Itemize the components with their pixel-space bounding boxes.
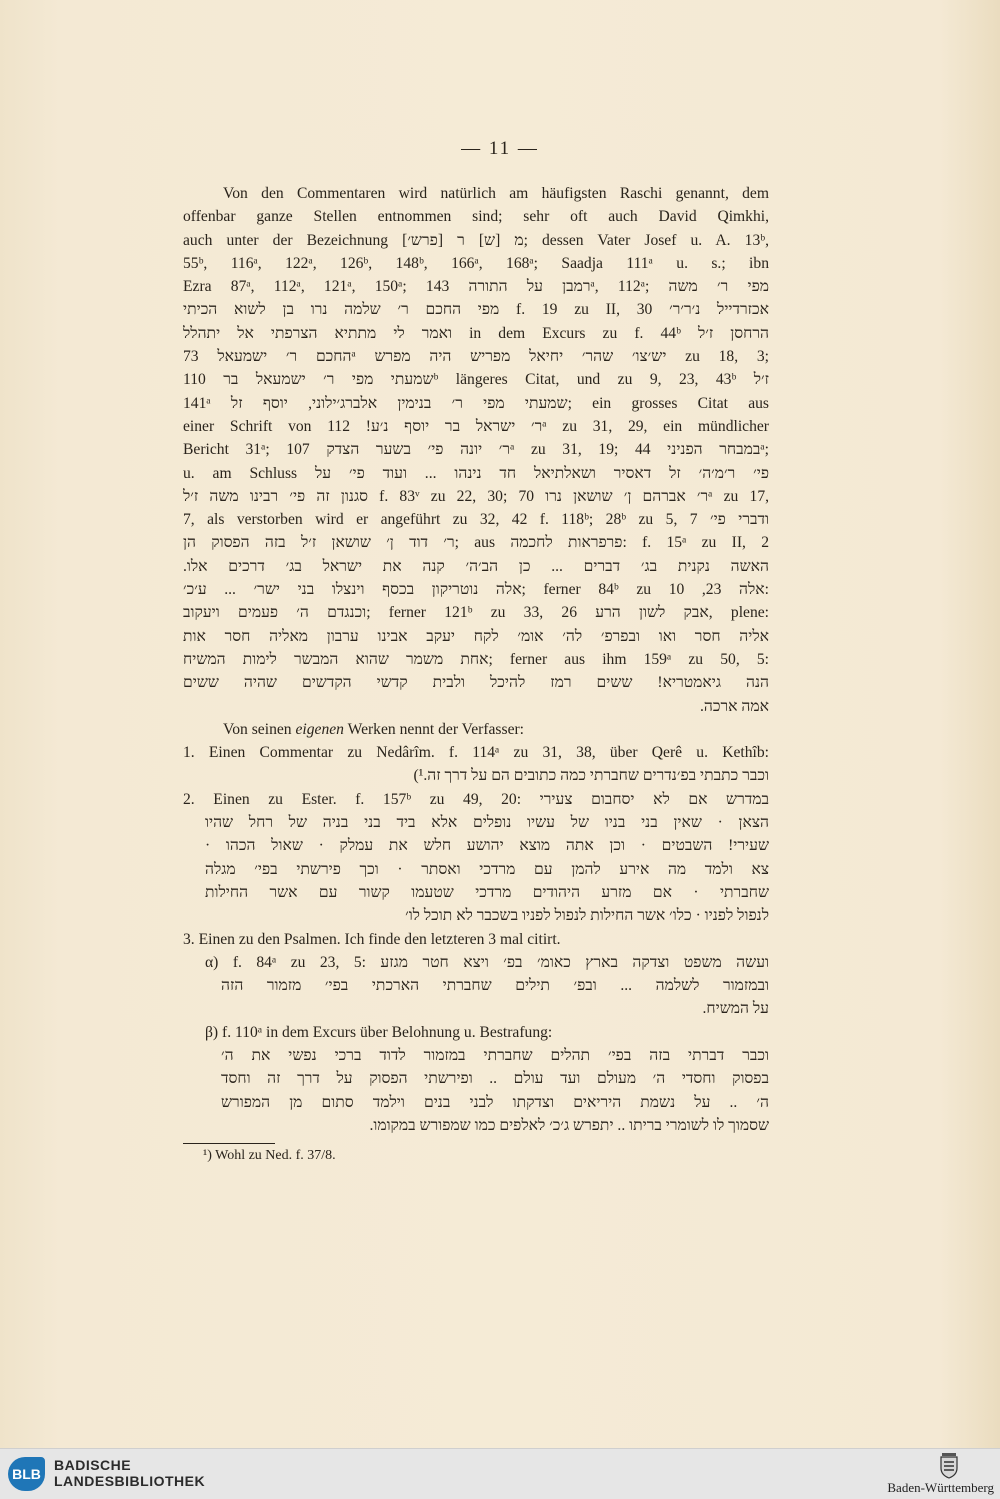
psalms-beta-quote: וכבר דברתי בזה בפי׳ תהלים שחברתי במזמור לדוד ברכי נפשי את ה׳: [221, 1046, 769, 1064]
hebrew-line: האשה נקנית בג׳ דברים ... כן הב׳ה׳ קנה את ישראל בג׳ דרכים אלו.: [183, 557, 769, 575]
item-nedarim-quote: וכבר כתבתי בפ׳נדרים שחברתי כמה כתובים הם על דרך זה.¹): [413, 767, 769, 785]
item-ester-quote: הצאן · שאין בני בניו של עשיו נופלים אלא ביד בני בניה של רחל שהיו: [205, 814, 769, 832]
psalms-beta-heading: β) f. 110ᵃ in dem Excurs über Belohnung u. Bestrafung:: [205, 1023, 553, 1041]
text-line: 55ᵇ, 116ᵃ, 122ᵃ, 126ᵇ, 148ᵇ, 166ᵃ, 168ᵃ; Saadja 111ᵃ u. s.; ibn: [183, 254, 769, 272]
item-psalms-heading: 3. Einen zu den Psalmen. Ich finde den letzteren 3 mal citirt.: [183, 930, 561, 948]
hebrew-line: אמה ארכה.: [700, 697, 769, 715]
item-ester-quote: שעירי! השבטים · וכן אתה מוצא יהושע חלש את עמלק · שאול הכהו ·: [205, 837, 769, 855]
text-line: einer Schrift von ר׳ ישראל בר יוסף נ׳ע! 112ᵃ zu 31, 29, ein mündlicher: [183, 417, 769, 435]
item-ester-heading: 2. Einen zu Ester. f. 157ᵇ zu 49, 20: במדרש אם לא יסחבום צעירי: [183, 790, 769, 808]
intro-emphasis: eigenen: [295, 720, 344, 738]
library-name-line2: LANDESBIBLIOTHEK: [54, 1473, 206, 1489]
text-line: auch unter der Bezeichnung [פרש׳] מ [ש] ר; dessen Vater Josef u. A. 13ᵇ,: [183, 231, 769, 249]
viewer-footer-bar: [0, 1448, 1000, 1499]
works-intro: [183, 718, 769, 741]
hebrew-line: אליה חסר ואו ובפרפ׳ לה׳ אומ׳ לקח יעקב אבינו ערבון מאליה חסר אות: [183, 627, 769, 645]
text-line: 7, als verstorben wird er angeführt zu 32, 42 f. 118ᵇ; 28ᵇ zu 5, 7 ודברי פי׳: [183, 511, 769, 529]
intro-before: Von seinen: [223, 720, 296, 738]
state-label[interactable]: Baden-Württemberg: [887, 1480, 994, 1495]
psalms-beta-quote: בפסוק וחסדי ה׳ מעולם ועד עולם .. ופירשתי הפסוק על דרך זה וחסד: [221, 1070, 769, 1088]
text-line: אלה נוטריקון בכסף וינצלו בני ישר׳ ... ע׳כ׳; ferner 84ᵇ zu אלה 23, 10:: [183, 581, 769, 599]
page-number: — 11 —: [461, 138, 539, 159]
psalms-beta-quote: ה׳ .. על נשמת היריאים וצדקתו לבני בנים וילמד סתום מן המפורש: [221, 1093, 769, 1111]
paragraph-commentaries: [183, 182, 769, 718]
text-line: שמעתי מפי ר׳ ישמעאל בר 110ᵇ längeres Citat, und zu 9, 23, 43ᵇ ז׳ל: [183, 371, 769, 389]
blb-logo[interactable]: BLB: [8, 1457, 45, 1491]
psalms-beta-quote: שסמוך לו לשומרי בריתו .. יתפרש ג׳כ׳ לאלפים כמו שמפורש במקומו.: [369, 1116, 769, 1134]
coat-of-arms-icon: [939, 1453, 959, 1479]
page-body: [183, 182, 769, 1166]
text-line: וכנגדם ה׳ פעמים ויעקוב; ferner 121ᵇ zu 33, 26 אבק לשון הרע, plene:: [183, 604, 769, 622]
item-ester-quote: צא ולמד מה אירע להמן עם מרדכי ואסתר · וכך פירשתי בפי׳ מגלה: [205, 860, 769, 878]
text-line: Bericht 31ᵃ; ר׳ יונה פי׳ בשער הצדק 107ᵃ zu 31, 19; במבחר הפניני 44ᵃ;: [183, 441, 769, 459]
text-line: סגנון זה פי׳ רבינו משה ז׳ל f. 83ᵛ zu 22, 30; ר׳ אברהם ן׳ שושאן נרו 70ᵃ zu 17,: [183, 487, 769, 505]
psalms-alpha-quote: ובמזמור לשלמה ... ובפ׳ תילים שחברתי הארכתי בפי׳ מזמור הזה: [221, 977, 769, 995]
footnote-divider: [183, 1143, 275, 1144]
hebrew-line: הנה גיאמטריא! ששים רמז להיכל ולבית קדשי הקדשים שהיה ששים: [183, 674, 769, 692]
text-line: Von den Commentaren wird natürlich am häufigsten Raschi genannt, dem: [223, 185, 769, 202]
text-line: u. am Schluss פי׳ ר׳מ׳ה׳ זל דאסיר ושאלתיאל חד נינהו ... ועוד פי׳ על: [183, 464, 769, 482]
library-name-line1: BADISCHE: [54, 1457, 132, 1473]
psalms-alpha-quote: על המשיח.: [702, 1000, 769, 1018]
text-line: ואמר לי מתתיא הצרפתי אל יתהלל in dem Excurs zu f. 44ᵇ הרחסן ז׳ל: [183, 324, 769, 342]
text-line: 141ᵃ שמעתי מפי ר׳ בנימין אלברג׳ילוני, יוסף זל; ein grosses Citat aus: [183, 394, 769, 412]
item-nedarim-heading: 1. Einen Commentar zu Nedârîm. f. 114ᵃ zu 31, 38, über Qerê u. Kethîb:: [183, 744, 769, 762]
text-line: החכם ר׳ ישמעאל 73ᵃ יש׳צו׳ שהר׳ יחיאל מפריש היה מפרש zu 18, 3;: [183, 348, 769, 366]
psalms-alpha-heading: α) f. 84ᵃ zu 23, 5: ועשה משפט וצדקה בארץ כאומ׳ בפ׳ ויצא חטר מגזע: [205, 953, 769, 971]
works-list: [183, 741, 769, 1137]
text-line: אחת משמר שהוא המבשר לימות המשיח; ferner aus ihm 159ᵃ zu 50, 5:: [183, 650, 769, 668]
text-line: מפי החכם ר׳ שלמה נרו בן לשוא הכיתי f. 19 zu II, 30 אכזרדייל נ׳ר׳ר׳: [183, 301, 769, 319]
item-ester-quote: לנפול לפניו · כלו׳ אשר החילות לנפול לפניו בשכבר לא תוכל לו׳: [405, 907, 769, 925]
intro-after: Werken nennt der Verfasser:: [343, 720, 525, 738]
text-line: offenbar ganze Stellen entnommen sind; sehr oft auch David Qimkhi,: [183, 208, 769, 226]
footnote: ¹) Wohl zu Ned. f. 37/8.: [203, 1148, 336, 1164]
text-line: ר׳ דוד ן׳ שושאן ז׳ל בזה הפסוק הן; aus פרפראות לחכמה: f. 15ᵃ zu II, 2: [183, 534, 769, 552]
library-name[interactable]: [54, 1457, 205, 1489]
item-ester-quote: שחברתי · אם מזרע היהודים מרדכי שטעמו קשור עם אשר החילות: [205, 883, 769, 901]
text-line: Ezra 87ᵃ, 112ᵃ, 121ᵃ, 150ᵃ; רמבן על התורה 143ᵃ, 112ᵃ; מפי ר׳ משה: [183, 278, 769, 296]
